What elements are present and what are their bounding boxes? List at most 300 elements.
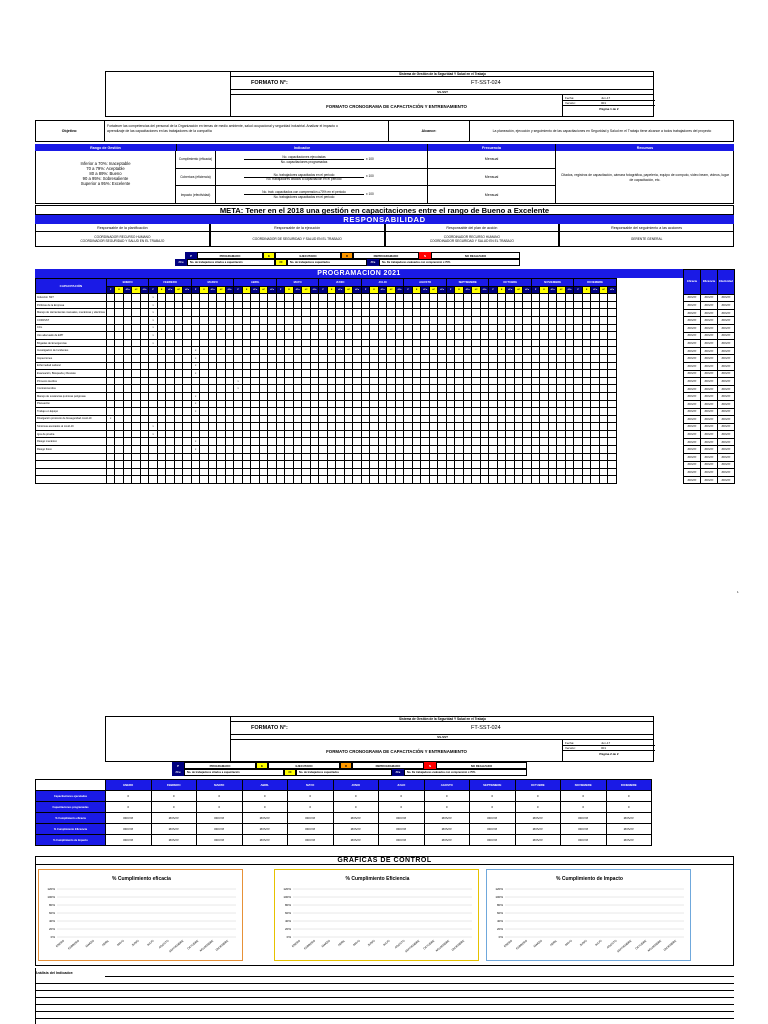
summary-value: 0 [197,791,243,802]
schedule-cell [208,461,217,469]
schedule-cell [293,324,302,332]
schedule-cell [191,468,200,476]
logo-area [105,71,231,117]
schedule-cell [565,400,574,408]
summary-value: #DIV/0! [424,813,470,824]
schedule-cell [489,362,498,370]
training-name [36,453,107,461]
schedule-cell [514,430,523,438]
schedule-cell [285,468,294,476]
schedule-cell [319,453,328,461]
summary-value: 0 [606,791,652,802]
schedule-cell [455,453,464,461]
schedule-cell [591,415,600,423]
summary-label: Capacitaciones ejecutadas [36,791,106,802]
schedule-cell [132,446,141,454]
schedule-cell [446,415,455,423]
schedule-cell [540,438,549,446]
resp-header: Responsable del seguimiento a las acciones [559,224,734,232]
indicator-value: #DIV/0! [718,461,735,469]
schedule-cell [497,392,506,400]
schedule-cell [191,339,200,347]
schedule-cell [506,408,515,416]
schedule-cell [463,408,472,416]
schedule-cell [582,430,591,438]
schedule-cell [225,461,234,469]
header-rango: Rango de Gestión [35,144,176,151]
schedule-cell [523,461,532,469]
schedule-cell [472,339,481,347]
schedule-cell [378,415,387,423]
schedule-cell [183,324,192,332]
schedule-cell [591,339,600,347]
schedule-cell [302,446,311,454]
schedule-cell [183,468,192,476]
schedule-cell [285,309,294,317]
schedule-cell [123,446,132,454]
schedule-cell [302,347,311,355]
schedule-cell [242,332,251,340]
schedule-cell [463,294,472,302]
schedule-cell [268,377,277,385]
x-tick-label: JUNIO [130,938,140,948]
schedule-cell [395,370,404,378]
schedule-cell [370,468,379,476]
schedule-cell [200,362,209,370]
schedule-cell [582,476,591,484]
schedule-cell [523,354,532,362]
schedule-cell [302,468,311,476]
sub-header: #Ce [353,286,362,294]
schedule-cell [608,400,617,408]
schedule-cell [310,301,319,309]
schedule-cell [115,446,124,454]
schedule-cell [574,400,583,408]
schedule-cell [234,468,243,476]
schedule-row [36,301,617,309]
schedule-row [36,438,617,446]
schedule-cell [412,468,421,476]
meta-box [562,95,654,117]
schedule-cell [217,377,226,385]
schedule-cell [438,294,447,302]
schedule-cell [599,408,608,416]
sub-header: #Cu [421,286,430,294]
schedule-cell [234,408,243,416]
schedule-cell [548,468,557,476]
schedule-cell [574,362,583,370]
schedule-cell [591,453,600,461]
indicator-value: #DIV/0! [718,317,735,325]
schedule-cell [106,392,115,400]
schedule-cell [115,339,124,347]
schedule-cell [472,400,481,408]
document-title: FORMATO CRONOGRAMA DE CAPACITACIÓN Y ENTRENAMIENTO [326,103,467,109]
schedule-cell [378,385,387,393]
schedule-cell [115,324,124,332]
schedule-cell [378,362,387,370]
schedule-cell [463,316,472,324]
schedule-cell [565,453,574,461]
schedule-cell [523,332,532,340]
schedule-row [36,339,617,347]
schedule-cell [446,438,455,446]
schedule-cell [353,400,362,408]
schedule-cell [132,309,141,317]
schedule-cell [531,400,540,408]
indicator-value: #DIV/0! [718,393,735,401]
schedule-cell [140,392,149,400]
schedule-cell [149,476,158,484]
summary-value: 0 [288,802,334,813]
summary-value: 0 [515,791,561,802]
schedule-cell [336,332,345,340]
schedule-cell [557,400,566,408]
schedule-cell [268,294,277,302]
schedule-cell [183,415,192,423]
schedule-cell [582,316,591,324]
schedule-cell [455,400,464,408]
training-name: Trabajo en Equipo [36,408,107,416]
schedule-cell [557,446,566,454]
formula-multiplier: x 100 [366,174,374,179]
schedule-cell [480,354,489,362]
legend2-ec: #Ce [392,769,404,776]
indicator-value: #DIV/0! [701,385,718,393]
schedule-cell: x [191,392,200,400]
schedule-cell [200,461,209,469]
rango-line: Superior a 95%: Excelente [80,181,131,186]
summary-value: 0 [606,802,652,813]
schedule-cell [361,370,370,378]
schedule-cell [123,301,132,309]
schedule-cell [251,354,260,362]
schedule-cell [463,392,472,400]
schedule-cell [157,377,166,385]
schedule-row [36,309,617,317]
schedule-cell [446,400,455,408]
indicator-value: #DIV/0! [718,378,735,386]
schedule-cell [361,385,370,393]
schedule-cell [157,400,166,408]
objetivo-label: Objetivo: [35,120,105,142]
schedule-cell [276,476,285,484]
schedule-cell [421,332,430,340]
schedule-cell [217,362,226,370]
indicator-value: #DIV/0! [684,385,701,393]
summary-value: #DIV/0! [197,824,243,835]
schedule-cell [123,362,132,370]
schedule-cell [225,370,234,378]
summary-value: 0 [424,802,470,813]
schedule-cell [242,354,251,362]
indicator-formula [216,186,427,204]
legend-reprog: REPROGRAMADO [353,252,419,259]
logo-area-2 [105,716,231,762]
schedule-cell [429,347,438,355]
schedule-cell [310,438,319,446]
training-name: Inspecciones [36,354,107,362]
schedule-cell [200,354,209,362]
schedule-cell [378,461,387,469]
schedule-cell [157,408,166,416]
schedule-cell [565,309,574,317]
schedule-cell [200,324,209,332]
indicator-value: #DIV/0! [701,340,718,348]
legend-r: R [341,252,353,259]
schedule-cell [319,294,328,302]
x-tick-label: JULIO [381,938,391,947]
schedule-cell [523,370,532,378]
schedule-cell [217,461,226,469]
schedule-cell [234,324,243,332]
schedule-cell [480,392,489,400]
schedule-cell [421,423,430,431]
programacion-title: PROGRAMACION 2021 [35,269,683,278]
schedule-cell [285,294,294,302]
schedule-cell [591,370,600,378]
schedule-cell [506,362,515,370]
schedule-cell [514,438,523,446]
schedule-cell [514,423,523,431]
schedule-cell [489,354,498,362]
schedule-cell [370,461,379,469]
chart-title: % Cumplimiento de Impacto [556,876,623,882]
schedule-cell [157,370,166,378]
schedule-cell [582,415,591,423]
schedule-cell [259,324,268,332]
schedule-cell [115,294,124,302]
schedule-cell [370,415,379,423]
schedule-cell [599,392,608,400]
schedule-cell [514,392,523,400]
schedule-cell [285,301,294,309]
schedule-cell [480,468,489,476]
schedule-cell [472,476,481,484]
schedule-cell [395,408,404,416]
indicator-value: #DIV/0! [701,469,718,477]
schedule-cell [200,301,209,309]
schedule-cell [132,294,141,302]
indicator-value: #DIV/0! [684,302,701,310]
indicator-value: #DIV/0! [718,370,735,378]
indicator-value: #DIV/0! [684,476,701,484]
schedule-cell [489,324,498,332]
schedule-cell: x [106,415,115,423]
schedule-cell [106,339,115,347]
month-header: JUNIO [319,279,362,287]
schedule-cell [429,476,438,484]
schedule-cell [446,362,455,370]
schedule-cell [548,332,557,340]
schedule-cell [404,430,413,438]
schedule-cell [608,423,617,431]
schedule-cell [115,301,124,309]
schedule-cell [302,453,311,461]
schedule-cell [140,461,149,469]
schedule-cell [344,392,353,400]
schedule-cell [191,377,200,385]
schedule-cell [506,423,515,431]
schedule-cell [123,415,132,423]
legend-pc: #Cu [175,259,187,266]
schedule-cell [489,476,498,484]
schedule-cell [591,400,600,408]
schedule-cell [259,446,268,454]
schedule-cell [217,354,226,362]
training-name: Contraincendios [36,385,107,393]
schedule-cell [557,377,566,385]
schedule-cell [327,294,336,302]
schedule-cell [319,430,328,438]
schedule-cell [506,468,515,476]
summary-value: #DIV/0! [333,835,379,846]
schedule-cell [200,385,209,393]
schedule-cell [106,430,115,438]
schedule-cell [353,301,362,309]
schedule-cell [438,347,447,355]
schedule-cell [268,354,277,362]
schedule-cell [429,332,438,340]
schedule-cell [157,423,166,431]
schedule-cell [183,339,192,347]
schedule-cell [106,309,115,317]
schedule-cell [191,294,200,302]
schedule-cell [327,324,336,332]
indicator-value: #DIV/0! [684,400,701,408]
indicator-value: #DIV/0! [684,446,701,454]
schedule-cell [242,316,251,324]
schedule-cell [166,370,175,378]
schedule-cell [115,316,124,324]
schedule-cell [353,453,362,461]
schedule-cell [574,324,583,332]
schedule-cell [574,339,583,347]
schedule-row [36,385,617,393]
schedule-cell [455,309,464,317]
indicator-value: #DIV/0! [718,416,735,424]
schedule-cell [446,316,455,324]
schedule-cell [259,332,268,340]
header-recursos: Recursos [555,144,734,151]
schedule-cell [174,347,183,355]
schedule-cell [514,408,523,416]
schedule-cell [293,438,302,446]
schedule-cell [285,438,294,446]
schedule-cell [344,347,353,355]
fecha-value-2: Jun-17 [601,740,611,745]
schedule-cell [123,377,132,385]
schedule-cell [132,476,141,484]
schedule-cell [327,347,336,355]
schedule-cell [608,309,617,317]
schedule-cell [327,415,336,423]
schedule-cell [327,400,336,408]
legend-noreal: NO REALIZADO [431,252,520,259]
legend-tc: #C [275,259,287,266]
schedule-cell [395,324,404,332]
resp-value: GERENTE GENERAL [559,232,734,247]
schedule-cell [353,316,362,324]
schedule-cell [463,309,472,317]
summary-value: 0 [151,791,197,802]
x-tick-label: AGOSTO [157,938,170,950]
indicator-value: #DIV/0! [684,378,701,386]
schedule-cell [548,453,557,461]
schedule-cell [395,339,404,347]
schedule-cell [378,400,387,408]
schedule-cell [523,392,532,400]
schedule-cell [472,438,481,446]
schedule-cell [336,468,345,476]
summary-month: FEBRERO [151,780,197,791]
schedule-cell [191,453,200,461]
schedule-cell [268,476,277,484]
schedule-cell [557,415,566,423]
schedule-cell [132,377,141,385]
schedule-cell [293,392,302,400]
schedule-cell [310,453,319,461]
schedule-cell: x [149,332,158,340]
schedule-cell [242,453,251,461]
schedule-cell [370,408,379,416]
schedule-cell [310,316,319,324]
schedule-cell [310,385,319,393]
schedule-cell [115,354,124,362]
schedule-cell [429,362,438,370]
schedule-cell [319,370,328,378]
schedule-cell [336,423,345,431]
schedule-cell [548,476,557,484]
month-header: JULIO [361,279,404,287]
schedule-cell [242,468,251,476]
schedule-cell [276,415,285,423]
schedule-row [36,415,617,423]
indicator-value: #DIV/0! [684,324,701,332]
schedule-cell [327,408,336,416]
schedule-cell [480,430,489,438]
legend-tc-text: No. de trabajadores capacitados [287,259,367,266]
indicator-value: #DIV/0! [701,461,718,469]
schedule-cell [531,461,540,469]
indicator-value: #DIV/0! [718,438,735,446]
schedule-cell [429,370,438,378]
schedule-cell [225,415,234,423]
schedule-cell [157,453,166,461]
schedule-cell [123,294,132,302]
schedule-cell [574,294,583,302]
schedule-cell [514,294,523,302]
schedule-cell [506,324,515,332]
indicator-value: #DIV/0! [718,362,735,370]
schedule-cell [259,438,268,446]
schedule-cell [548,461,557,469]
schedule-cell [506,339,515,347]
sub-header: #C [132,286,141,294]
schedule-cell [276,347,285,355]
schedule-cell [574,377,583,385]
schedule-cell [370,377,379,385]
schedule-cell [285,400,294,408]
x-tick-label: MAYO [116,938,125,947]
schedule-cell [608,362,617,370]
schedule-cell [166,316,175,324]
schedule-cell [438,430,447,438]
schedule-cell [174,309,183,317]
sub-header: E [497,286,506,294]
schedule-cell [540,294,549,302]
indicator-value: #DIV/0! [701,324,718,332]
